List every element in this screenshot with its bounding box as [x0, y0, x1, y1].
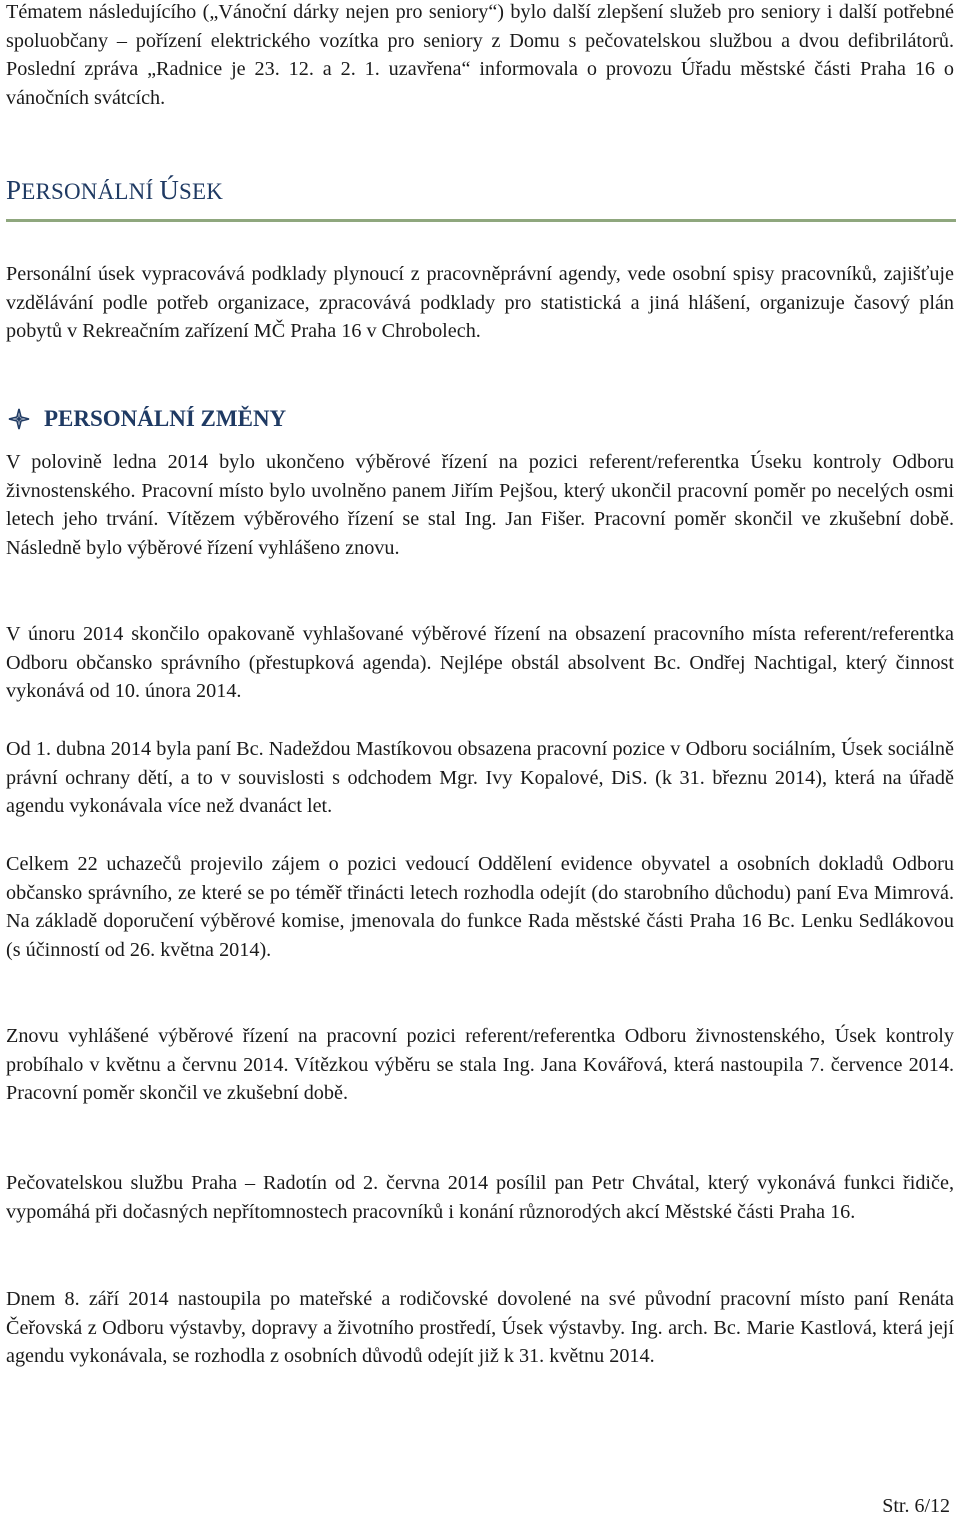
subsection-heading-text: PERSONÁLNÍ ZMĚNY: [44, 406, 287, 431]
intro-paragraph: Tématem následujícího („Vánoční dárky nejen pro seniory“) bylo další zlepšení služeb pro seniory i další potřebné spoluobčany – pořízení elektrického vozítka pro seniory z Domu s pečovatelskou službou a dvou defibrilátorů. Poslední zpráva „Radnice je 23. 12. a 2. 1. uzavřena“ informovala o provozu Úřadu městské části Praha 16 o vánočních svátcích.: [6, 1, 954, 109]
subsection-heading: [6, 404, 286, 434]
section-title-initial: P: [6, 175, 22, 205]
section-title-second-initial: Ú: [159, 175, 180, 205]
section-title-part: ERSONÁLNÍ: [21, 179, 160, 204]
paragraph-3: Od 1. dubna 2014 byla paní Bc. Nadeždou Mastíkovou obsazena pracovní pozice v Odboru sociálním, Úsek sociálně právní ochrany dětí, a to v souvislosti s odchodem Mgr. Ivy Kopalové, DiS. (k 31. březnu 2014), která na úřadě agendu vykonávala více než dvanáct let.: [6, 738, 954, 818]
paragraph-6: Pečovatelskou službu Praha – Radotín od 2. června 2014 posílil pan Petr Chvátal, který vykonává funkci řidiče, vypomáhá při dočasných nepřítomnostech pracovníků i konání různorodých akcí Městské části Praha 16.: [6, 1172, 954, 1223]
section-divider: [6, 219, 956, 222]
section-title-personalni-usek: [6, 176, 223, 206]
paragraph-2: V únoru 2014 skončilo opakovaně vyhlašované výběrové řízení na obsazení pracovního místa referent/referentka Odboru občansko správního (přestupková agenda). Nejlépe obstál absolvent Bc. Ondřej Nachtigal, který činnost vykonává od 10. února 2014.: [6, 623, 954, 703]
diamond-bullet-icon: [8, 408, 30, 430]
section-title-end: SEK: [179, 179, 224, 204]
paragraph-7: Dnem 8. září 2014 nastoupila po mateřské a rodičovské dovolené na své původní pracovní místo paní Renáta Čeřovská z Odboru výstavby, dopravy a životního prostředí, Úsek výstavby. Ing. arch. Bc. Marie Kastlová, která její agendu vykonávala, se rozhodla z osobních důvodů odejít již k 31. květnu 2014.: [6, 1288, 954, 1368]
page-number: Str. 6/12: [882, 1495, 950, 1517]
section-description: Personální úsek vypracovává podklady plynoucí z pracovněprávní agendy, vede osobní spisy pracovníků, zajišťuje vzdělávání podle potřeb organizace, zpracovává podklady pro statistická a jiná hlášení, organizuje časový plán pobytů v Rekreačním zařízení MČ Praha 16 v Chrobolech.: [6, 263, 954, 343]
paragraph-4: Celkem 22 uchazečů projevilo zájem o pozici vedoucí Oddělení evidence obyvatel a osobních dokladů Odboru občansko správního, ze které se po téměř třinácti letech rozhodla odejít (do starobního důchodu) paní Eva Mimrová. Na základě doporučení výběrové komise, jmenovala do funkce Rada městské části Praha 16 Bc. Lenku Sedlákovou (s účinností od 26. května 2014).: [6, 853, 954, 961]
paragraph-5: Znovu vyhlášené výběrové řízení na pracovní pozici referent/referentka Odboru živnostenského, Úsek kontroly probíhalo v květnu a červnu 2014. Vítězkou výběru se stala Ing. Jana Kovářová, která nastoupila 7. července 2014. Pracovní poměr skončil ve zkušební době.: [6, 1025, 954, 1105]
paragraph-1: V polovině ledna 2014 bylo ukončeno výběrové řízení na pozici referent/referentka Úseku kontroly Odboru živnostenského. Pracovní místo bylo uvolněno panem Jiřím Pejšou, který ukončil pracovní poměr po necelých osmi letech jeho trvání. Vítězem výběrového řízení se stal Ing. Jan Fišer. Pracovní poměr skončil ve zkušební době. Následně bylo výběrové řízení vyhlášeno znovu.: [6, 451, 954, 559]
